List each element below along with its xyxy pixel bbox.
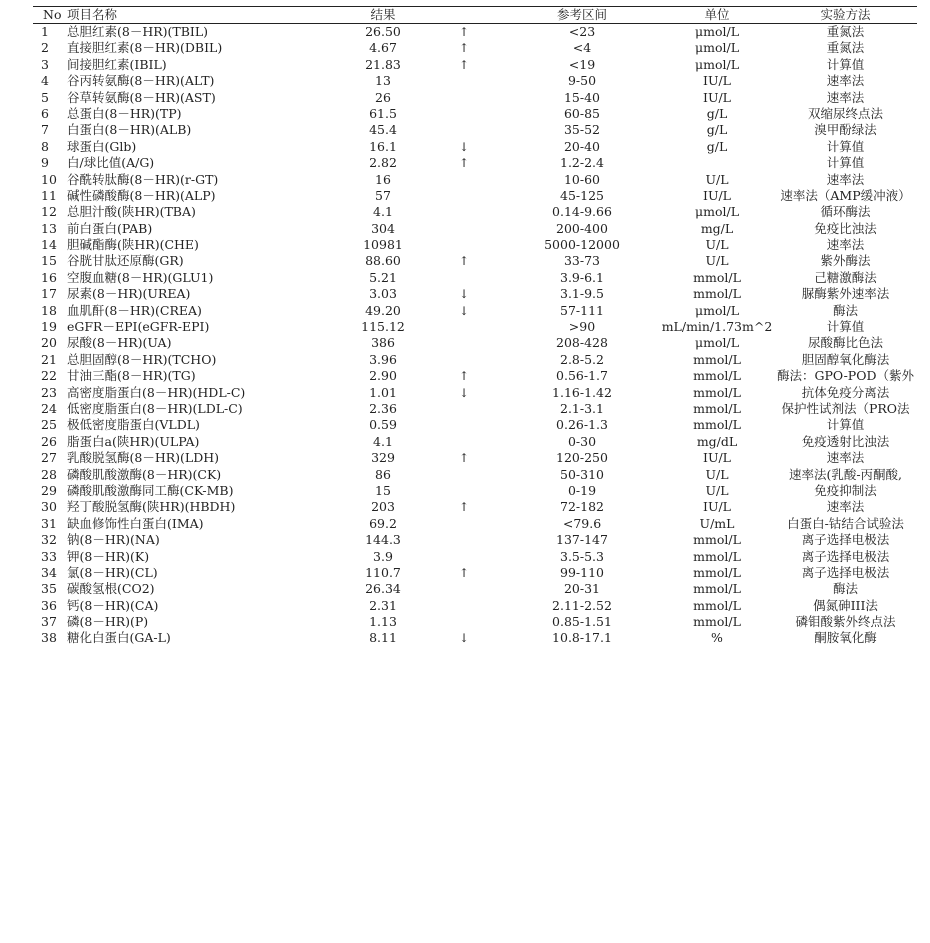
row-no: 34 (41, 564, 57, 580)
table-row (33, 450, 917, 466)
row-unit: U/mL (699, 515, 735, 531)
row-no: 36 (41, 597, 57, 613)
row-flag: ↑ (459, 57, 470, 72)
row-name: 总蛋白(8－HR)(TP) (67, 105, 182, 121)
row-reference: 3.9-6.1 (560, 269, 604, 285)
row-method: 紫外酶法 (820, 253, 871, 269)
row-method: 胆固醇氧化酶法 (801, 351, 890, 367)
row-reference: 0-30 (567, 433, 597, 449)
row-method: 溴甲酚绿法 (814, 122, 877, 138)
row-name: 甘油三酯(8－HR)(TG) (67, 368, 196, 384)
table-row (33, 598, 917, 614)
row-result: 2.31 (369, 597, 397, 613)
row-reference: 10.8-17.1 (552, 630, 612, 646)
row-name: 乳酸脱氢酶(8－HR)(LDH) (67, 450, 219, 466)
table-row (33, 57, 917, 73)
row-method: 免疫比浊法 (814, 220, 877, 236)
row-unit: mmol/L (693, 286, 741, 302)
row-name: 谷丙转氨酶(8－HR)(ALT) (67, 73, 215, 89)
row-name: 脂蛋白a(陕HR)(ULPA) (67, 433, 200, 449)
row-reference: 72-182 (560, 499, 604, 515)
row-reference: <19 (568, 56, 596, 72)
row-unit: mmol/L (693, 351, 741, 367)
row-name: 极低密度脂蛋白(VLDL) (67, 417, 200, 433)
row-method: 白蛋白-钴结合试验法 (787, 515, 904, 531)
row-no: 7 (41, 122, 49, 138)
row-reference: 35-52 (563, 122, 601, 138)
row-result: 8.11 (369, 630, 397, 646)
row-unit: IU/L (703, 89, 731, 105)
row-result: 61.5 (369, 105, 397, 121)
row-reference: >90 (568, 319, 596, 335)
table-row (33, 368, 917, 384)
row-method: 保护性试剂法（PRO法 (781, 400, 910, 416)
header-no: No (43, 6, 62, 22)
header-name: 项目名称 (67, 6, 118, 22)
row-reference: 5000-12000 (544, 237, 620, 253)
row-reference: <79.6 (562, 515, 602, 531)
row-method: 酶法 (832, 302, 858, 318)
table-body (33, 24, 917, 647)
row-flag: ↓ (459, 287, 470, 302)
row-method: 计算值 (826, 138, 865, 154)
row-unit: IU/L (703, 187, 731, 203)
row-method: 酮胺氧化酶 (814, 630, 877, 646)
header-result: 结果 (370, 6, 396, 22)
row-flag: ↓ (459, 631, 470, 646)
row-name: 胆碱酯酶(陕HR)(CHE) (67, 237, 199, 253)
table-row (33, 204, 917, 220)
row-result: 49.20 (365, 302, 401, 318)
row-unit: μmol/L (694, 302, 739, 318)
row-name: 碱性磷酸酶(8－HR)(ALP) (67, 187, 216, 203)
row-no: 23 (41, 384, 57, 400)
row-no: 2 (41, 40, 49, 56)
row-flag: ↑ (459, 451, 470, 466)
row-result: 144.3 (365, 532, 401, 548)
row-no: 30 (41, 499, 57, 515)
table-row (33, 581, 917, 597)
row-method: 尿酸酶比色法 (807, 335, 883, 351)
row-unit: U/L (705, 237, 729, 253)
row-reference: 1.16-1.42 (552, 384, 612, 400)
row-result: 15 (375, 482, 391, 498)
row-flag: ↑ (459, 369, 470, 384)
row-result: 2.36 (369, 400, 397, 416)
row-method: 速率法 (826, 171, 865, 187)
row-no: 25 (41, 417, 57, 433)
row-result: 26.50 (365, 24, 401, 39)
row-method: 离子选择电极法 (801, 564, 890, 580)
header-reference: 参考区间 (556, 6, 607, 22)
row-name: 球蛋白(Glb) (67, 138, 137, 154)
row-unit: g/L (706, 105, 728, 121)
row-name: 总胆红素(8－HR)(TBIL) (67, 24, 209, 39)
row-name: 羟丁酸脱氢酶(陕HR)(HBDH) (67, 499, 236, 515)
row-no: 5 (41, 89, 49, 105)
row-result: 304 (371, 220, 395, 236)
row-unit: IU/L (703, 73, 731, 89)
row-unit: IU/L (703, 450, 731, 466)
row-reference: 137-147 (556, 532, 608, 548)
row-result: 115.12 (361, 319, 405, 335)
row-result: 4.1 (373, 433, 393, 449)
row-no: 10 (41, 171, 57, 187)
row-no: 33 (41, 548, 57, 564)
row-no: 28 (41, 466, 57, 482)
row-name: 谷酰转肽酶(8－HR)(r-GT) (67, 171, 219, 187)
table-row (33, 172, 917, 188)
row-result: 21.83 (365, 56, 401, 72)
table-row (33, 24, 917, 40)
table-row (33, 155, 917, 171)
row-method: 免疫抑制法 (814, 482, 877, 498)
row-method: 偶氮砷III法 (813, 597, 878, 613)
table-row (33, 614, 917, 630)
row-flag: ↓ (459, 303, 470, 318)
row-unit: U/L (705, 171, 729, 187)
row-unit: mmol/L (693, 597, 741, 613)
row-result: 1.13 (369, 614, 397, 630)
row-method: 离子选择电极法 (801, 532, 890, 548)
row-name: 碳酸氢根(CO2) (67, 581, 155, 597)
row-result: 88.60 (365, 253, 401, 269)
row-flag: ↑ (459, 500, 470, 515)
row-reference: 57-111 (560, 302, 604, 318)
row-reference: 20-40 (563, 138, 601, 154)
row-reference: 45-125 (560, 187, 604, 203)
row-method: 双缩尿终点法 (807, 105, 883, 121)
table-row (33, 286, 917, 302)
row-no: 22 (41, 368, 57, 384)
row-no: 27 (41, 450, 57, 466)
row-result: 16.1 (369, 138, 397, 154)
table-row (33, 303, 917, 319)
row-method: 离子选择电极法 (801, 548, 890, 564)
row-method: 速率法 (826, 73, 865, 89)
row-reference: 3.5-5.3 (560, 548, 604, 564)
row-reference: 2.11-2.52 (552, 597, 612, 613)
row-unit: mmol/L (693, 417, 741, 433)
row-method: 速率法 (826, 237, 865, 253)
row-name: 白/球比值(A/G) (67, 155, 155, 171)
row-reference: 208-428 (556, 335, 608, 351)
table-row (33, 237, 917, 253)
row-unit: μmol/L (694, 40, 739, 56)
table-row (33, 467, 917, 483)
table-row (33, 401, 917, 417)
table-header (33, 7, 917, 24)
row-unit: mmol/L (693, 368, 741, 384)
row-no: 19 (41, 319, 57, 335)
row-unit: mmol/L (693, 548, 741, 564)
row-no: 20 (41, 335, 57, 351)
row-unit: IU/L (703, 499, 731, 515)
row-result: 3.03 (369, 286, 397, 302)
row-method: 己糖激酶法 (814, 269, 877, 285)
row-reference: <4 (572, 40, 592, 56)
row-unit: mmol/L (693, 400, 741, 416)
row-no: 12 (41, 204, 57, 220)
row-unit: g/L (706, 138, 728, 154)
row-result: 4.67 (369, 40, 397, 56)
row-name: 氯(8－HR)(CL) (67, 564, 158, 580)
row-reference: 99-110 (560, 564, 604, 580)
row-no: 8 (41, 138, 49, 154)
table-row (33, 221, 917, 237)
row-name: 尿素(8－HR)(UREA) (67, 286, 191, 302)
row-result: 45.4 (369, 122, 397, 138)
row-result: 13 (375, 73, 391, 89)
row-no: 32 (41, 532, 57, 548)
row-name: 谷胱甘肽还原酶(GR) (67, 253, 184, 269)
row-unit: μmol/L (694, 335, 739, 351)
row-no: 14 (41, 237, 57, 253)
table-row (33, 188, 917, 204)
row-unit: U/L (705, 466, 729, 482)
table-row (33, 565, 917, 581)
row-result: 69.2 (369, 515, 397, 531)
row-method: 速率法（AMP缓冲液） (780, 187, 911, 203)
table-row (33, 122, 917, 138)
row-reference: 0.26-1.3 (556, 417, 608, 433)
table-row (33, 434, 917, 450)
row-no: 31 (41, 515, 57, 531)
table-row (33, 385, 917, 401)
row-name: 低密度脂蛋白(8－HR)(LDL-C) (67, 400, 243, 416)
row-method: 计算值 (826, 155, 865, 171)
table-row (33, 417, 917, 433)
row-unit: mmol/L (693, 581, 741, 597)
row-method: 重氮法 (826, 24, 865, 39)
row-method: 计算值 (826, 56, 865, 72)
row-result: 86 (375, 466, 391, 482)
row-name: 间接胆红素(IBIL) (67, 56, 167, 72)
row-name: 前白蛋白(PAB) (67, 220, 153, 236)
row-method: 速率法 (826, 89, 865, 105)
lab-report (33, 0, 917, 647)
row-result: 386 (371, 335, 395, 351)
row-no: 6 (41, 105, 49, 121)
row-name: 钠(8－HR)(NA) (67, 532, 160, 548)
row-no: 11 (41, 187, 57, 203)
row-result: 110.7 (365, 564, 401, 580)
row-name: 血肌酐(8－HR)(CREA) (67, 302, 202, 318)
row-flag: ↑ (459, 25, 470, 39)
row-no: 1 (41, 24, 49, 39)
row-reference: 2.8-5.2 (560, 351, 604, 367)
row-reference: 0.85-1.51 (552, 614, 612, 630)
table-row (33, 499, 917, 515)
row-method: 重氮法 (826, 40, 865, 56)
row-name: 总胆固醇(8－HR)(TCHO) (67, 351, 217, 367)
row-name: 糖化白蛋白(GA-L) (67, 630, 171, 646)
row-unit: % (711, 630, 723, 646)
row-unit: μmol/L (694, 56, 739, 72)
row-no: 35 (41, 581, 57, 597)
row-flag: ↑ (459, 156, 470, 171)
row-reference: 10-60 (563, 171, 601, 187)
row-method: 计算值 (826, 319, 865, 335)
row-result: 0.59 (369, 417, 397, 433)
row-no: 3 (41, 56, 49, 72)
row-no: 26 (41, 433, 57, 449)
row-unit: mL/min/1.73m^2 (661, 319, 773, 335)
row-no: 15 (41, 253, 57, 269)
row-result: 329 (371, 450, 395, 466)
row-reference: 60-85 (563, 105, 601, 121)
row-no: 4 (41, 73, 49, 89)
row-name: 磷(8－HR)(P) (67, 614, 149, 630)
row-unit: mg/dL (696, 433, 738, 449)
row-name: 直接胆红素(8－HR)(DBIL) (67, 40, 223, 56)
row-name: eGFR－EPI(eGFR-EPI) (67, 319, 210, 335)
row-unit: U/L (705, 482, 729, 498)
row-flag: ↑ (459, 254, 470, 269)
row-result: 4.1 (373, 204, 393, 220)
table-row (33, 335, 917, 351)
row-result: 10981 (363, 237, 403, 253)
row-unit: μmol/L (694, 204, 739, 220)
row-method: 免疫透射比浊法 (801, 433, 890, 449)
row-unit: μmol/L (694, 24, 739, 39)
row-flag: ↓ (459, 139, 470, 154)
row-unit: mmol/L (693, 564, 741, 580)
row-result: 1.01 (369, 384, 397, 400)
row-reference: 3.1-9.5 (560, 286, 604, 302)
row-reference: 1.2-2.4 (560, 155, 604, 171)
table-row (33, 40, 917, 56)
table-row (33, 483, 917, 499)
row-reference: 15-40 (563, 89, 601, 105)
table-row (33, 253, 917, 269)
header-unit: 单位 (704, 6, 730, 22)
row-name: 磷酸肌酸激酶同工酶(CK-MB) (67, 482, 234, 498)
row-flag: ↑ (459, 565, 470, 580)
row-method: 速率法 (826, 450, 865, 466)
row-unit: mmol/L (693, 269, 741, 285)
table-row (33, 270, 917, 286)
row-method: 磷钼酸紫外终点法 (795, 614, 896, 630)
row-no: 24 (41, 400, 57, 416)
row-name: 尿酸(8－HR)(UA) (67, 335, 172, 351)
row-reference: 20-31 (563, 581, 601, 597)
row-method: 脲酶紫外速率法 (801, 286, 890, 302)
row-flag: ↑ (459, 41, 470, 56)
row-method: 计算值 (826, 417, 865, 433)
row-unit: mmol/L (693, 532, 741, 548)
row-no: 21 (41, 351, 57, 367)
row-reference: 2.1-3.1 (560, 400, 604, 416)
header-method: 实验方法 (820, 6, 871, 22)
row-no: 38 (41, 630, 57, 646)
row-reference: 0-19 (567, 482, 597, 498)
row-result: 5.21 (369, 269, 397, 285)
row-flag: ↓ (459, 385, 470, 400)
row-no: 13 (41, 220, 57, 236)
row-result: 26.34 (365, 581, 401, 597)
table-row (33, 532, 917, 548)
row-unit: U/L (705, 253, 729, 269)
row-result: 26 (375, 89, 391, 105)
row-unit: mmol/L (693, 384, 741, 400)
table-row (33, 549, 917, 565)
row-name: 缺血修饰性白蛋白(IMA) (67, 515, 204, 531)
row-name: 钙(8－HR)(CA) (67, 597, 159, 613)
row-name: 总胆汁酸(陕HR)(TBA) (67, 204, 196, 220)
table-row (33, 516, 917, 532)
row-result: 3.96 (369, 351, 397, 367)
row-reference: 0.56-1.7 (556, 368, 608, 384)
row-unit: mmol/L (693, 614, 741, 630)
table-row (33, 139, 917, 155)
row-no: 17 (41, 286, 57, 302)
row-unit: g/L (706, 122, 728, 138)
row-method: 酶法：GPO-POD（紫外 (776, 368, 914, 384)
row-reference: 200-400 (556, 220, 608, 236)
row-unit: mg/L (700, 220, 734, 236)
row-result: 3.9 (373, 548, 393, 564)
row-name: 空腹血糖(8－HR)(GLU1) (67, 269, 214, 285)
row-name: 白蛋白(8－HR)(ALB) (67, 122, 192, 138)
row-name: 磷酸肌酸激酶(8－HR)(CK) (67, 466, 222, 482)
row-result: 203 (371, 499, 395, 515)
row-method: 速率法(乳酸-丙酮酸, (788, 466, 903, 482)
row-name: 高密度脂蛋白(8－HR)(HDL-C) (67, 384, 246, 400)
row-reference: 9-50 (567, 73, 597, 89)
row-no: 9 (41, 155, 49, 171)
table-row (33, 352, 917, 368)
table-row (33, 106, 917, 122)
row-result: 2.90 (369, 368, 397, 384)
row-reference: <23 (568, 24, 596, 39)
row-result: 2.82 (369, 155, 397, 171)
row-method: 抗体免疫分离法 (801, 384, 890, 400)
row-method: 速率法 (826, 499, 865, 515)
table-row (33, 73, 917, 89)
row-method: 循环酶法 (820, 204, 871, 220)
row-name: 谷草转氨酶(8－HR)(AST) (67, 89, 216, 105)
row-no: 29 (41, 482, 57, 498)
row-no: 37 (41, 614, 57, 630)
row-reference: 120-250 (556, 450, 608, 466)
row-result: 57 (375, 187, 391, 203)
row-reference: 0.14-9.66 (552, 204, 612, 220)
row-no: 16 (41, 269, 57, 285)
row-reference: 33-73 (563, 253, 601, 269)
table-row (33, 319, 917, 335)
table-row (33, 90, 917, 106)
row-result: 16 (375, 171, 391, 187)
row-no: 18 (41, 302, 57, 318)
row-reference: 50-310 (560, 466, 604, 482)
table-row (33, 630, 917, 646)
row-name: 钾(8－HR)(K) (67, 548, 150, 564)
row-method: 酶法 (832, 581, 858, 597)
